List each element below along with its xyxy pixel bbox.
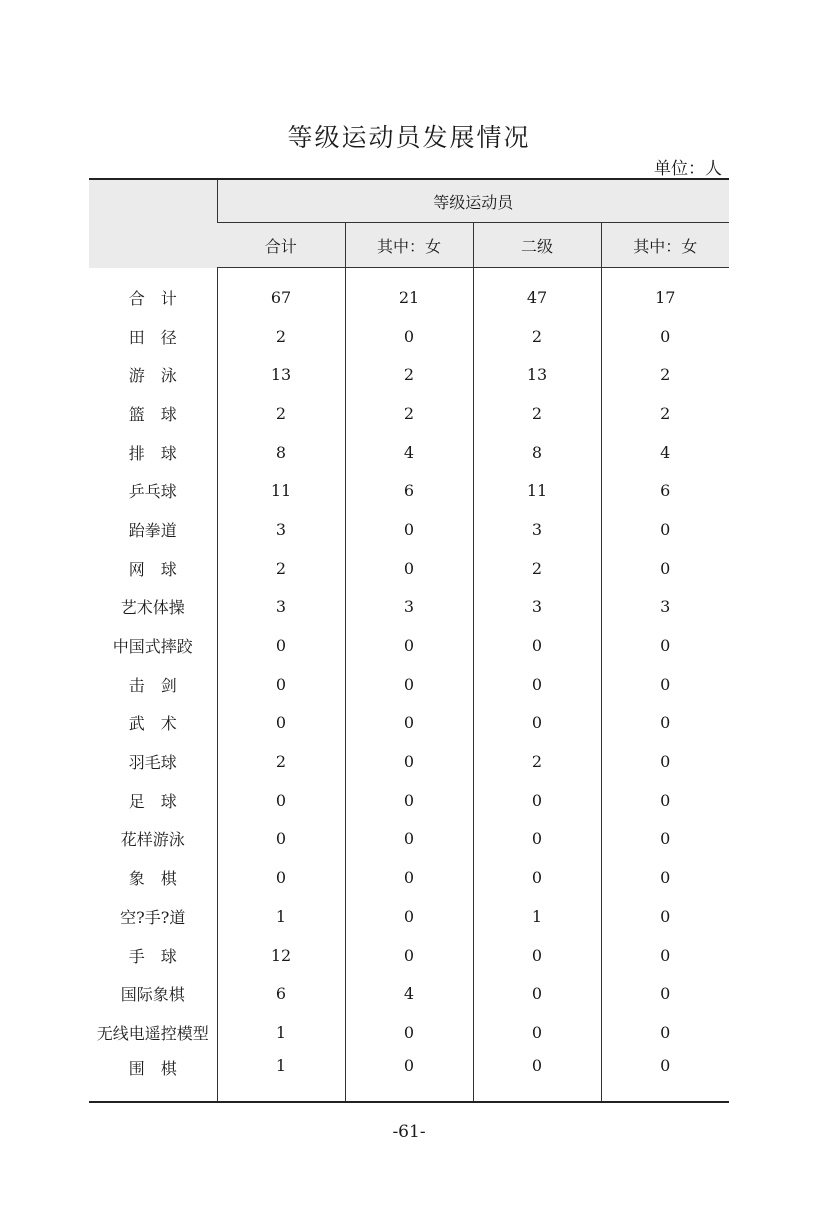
table-cell: 0 [217,704,345,743]
table-cell: 0 [601,510,729,549]
table-cell: 0 [473,781,601,820]
table-row [89,858,729,897]
table-cell: 0 [345,781,473,820]
table-cell: 0 [601,317,729,356]
table-cell: 1 [473,897,601,936]
table-cell: 2 [473,549,601,588]
table-cell: 0 [345,317,473,356]
row-label: 国际象棋 [120,985,185,1005]
table-cell: 2 [217,317,345,356]
column-header: 其中：女 [345,223,473,268]
table-cell: 4 [601,433,729,472]
table-row [89,1052,729,1102]
row-label: 击 剑 [128,675,177,695]
table-row [89,588,729,627]
table-cell: 4 [345,433,473,472]
row-label: 花样游泳 [120,830,185,850]
table-cell: 17 [601,278,729,317]
table-cell: 13 [217,355,345,394]
table-row [89,936,729,975]
table-row [89,820,729,859]
table-row [89,471,729,510]
row-label: 空?手?道 [120,907,186,927]
table-cell: 2 [217,549,345,588]
table-cell: 0 [345,549,473,588]
table-row [89,704,729,743]
table-body [89,268,729,1102]
table-cell: 0 [601,665,729,704]
table-cell: 0 [473,1013,601,1052]
table-cell: 0 [345,820,473,859]
column-header: 合计 [217,223,345,268]
column-header: 其中：女 [601,223,729,268]
row-label: 合 计 [128,288,177,308]
table-cell: 0 [345,1013,473,1052]
table-cell: 0 [601,858,729,897]
table-cell: 0 [345,665,473,704]
table-cell: 47 [473,278,601,317]
table-cell: 1 [217,897,345,936]
table-cell: 11 [217,471,345,510]
column-header: 二级 [473,223,601,268]
table-cell: 0 [601,626,729,665]
table-cell: 0 [473,936,601,975]
table-cell: 2 [601,355,729,394]
table-cell: 0 [601,936,729,975]
table-cell: 3 [345,588,473,627]
athletes-table [89,178,729,1103]
table-row [89,665,729,704]
table-row [89,355,729,394]
table-cell: 8 [217,433,345,472]
row-label: 跆拳道 [128,520,177,540]
table-cell: 0 [473,665,601,704]
table-row [89,549,729,588]
table-row [89,626,729,665]
table-cell: 0 [473,820,601,859]
table-cell: 6 [217,974,345,1013]
table-cell: 12 [217,936,345,975]
table-row [89,317,729,356]
unit-label: 单位：人 [654,159,722,179]
table-cell: 0 [601,549,729,588]
page-title: 等级运动员发展情况 [287,123,531,152]
table-cell: 2 [473,742,601,781]
table-cell: 3 [473,588,601,627]
row-label: 艺术体操 [120,598,185,618]
table-cell: 3 [601,588,729,627]
row-label: 羽毛球 [128,753,177,773]
table-row [89,742,729,781]
table-cell: 0 [345,897,473,936]
row-label: 象 棋 [128,869,177,889]
table-cell: 2 [345,394,473,433]
table-cell: 3 [473,510,601,549]
group-header: 等级运动员 [217,179,729,223]
header-corner [89,179,217,268]
table-cell: 2 [345,355,473,394]
row-label: 游 泳 [128,366,177,386]
table-cell: 0 [217,820,345,859]
table-row [89,1013,729,1052]
table-cell: 0 [345,626,473,665]
row-label: 手 球 [128,946,177,966]
table-row [89,394,729,433]
table-cell: 0 [345,936,473,975]
row-label: 围 棋 [89,1052,217,1102]
table-row [89,897,729,936]
table-cell: 21 [345,278,473,317]
row-label: 足 球 [128,791,177,811]
table-cell: 0 [601,1013,729,1052]
table-cell: 0 [345,1052,473,1102]
page-number: -61- [392,1122,426,1142]
row-label: 网 球 [128,559,177,579]
row-label: 篮 球 [128,404,177,424]
table-cell: 13 [473,355,601,394]
table-cell: 0 [217,626,345,665]
table-cell: 0 [601,974,729,1013]
table-cell: 0 [473,626,601,665]
table-row [89,974,729,1013]
table-cell: 0 [345,742,473,781]
table-cell: 2 [217,742,345,781]
row-label: 田 径 [128,327,177,347]
table-cell: 0 [601,820,729,859]
table-cell: 8 [473,433,601,472]
table-cell: 1 [217,1013,345,1052]
table-cell: 2 [473,394,601,433]
table-cell: 0 [601,781,729,820]
table-cell: 2 [473,317,601,356]
table-cell: 0 [345,704,473,743]
row-label: 乒乓球 [128,482,177,502]
table-cell: 0 [345,510,473,549]
table-row [89,278,729,317]
table-cell: 0 [601,742,729,781]
row-label: 武 术 [128,714,177,734]
table-cell: 0 [601,1052,729,1102]
table-cell: 6 [601,471,729,510]
table-cell: 0 [473,704,601,743]
table-cell: 0 [473,1052,601,1102]
table-cell: 3 [217,510,345,549]
table-cell: 1 [217,1052,345,1102]
table-cell: 0 [217,858,345,897]
table-row [89,781,729,820]
table-cell: 0 [601,897,729,936]
table-cell: 3 [217,588,345,627]
table-cell: 11 [473,471,601,510]
table-cell: 6 [345,471,473,510]
table-cell: 0 [217,781,345,820]
table-row [89,510,729,549]
table-cell: 0 [473,858,601,897]
table-cell: 2 [217,394,345,433]
table-cell: 0 [217,665,345,704]
row-label: 无线电遥控模型 [96,1023,209,1043]
table-cell: 0 [473,974,601,1013]
table-cell: 2 [601,394,729,433]
row-label: 中国式摔跤 [112,637,193,657]
table-row [89,433,729,472]
row-label: 排 球 [128,443,177,463]
table-cell: 0 [345,858,473,897]
table-cell: 67 [217,278,345,317]
table-cell: 4 [345,974,473,1013]
table-cell: 0 [601,704,729,743]
